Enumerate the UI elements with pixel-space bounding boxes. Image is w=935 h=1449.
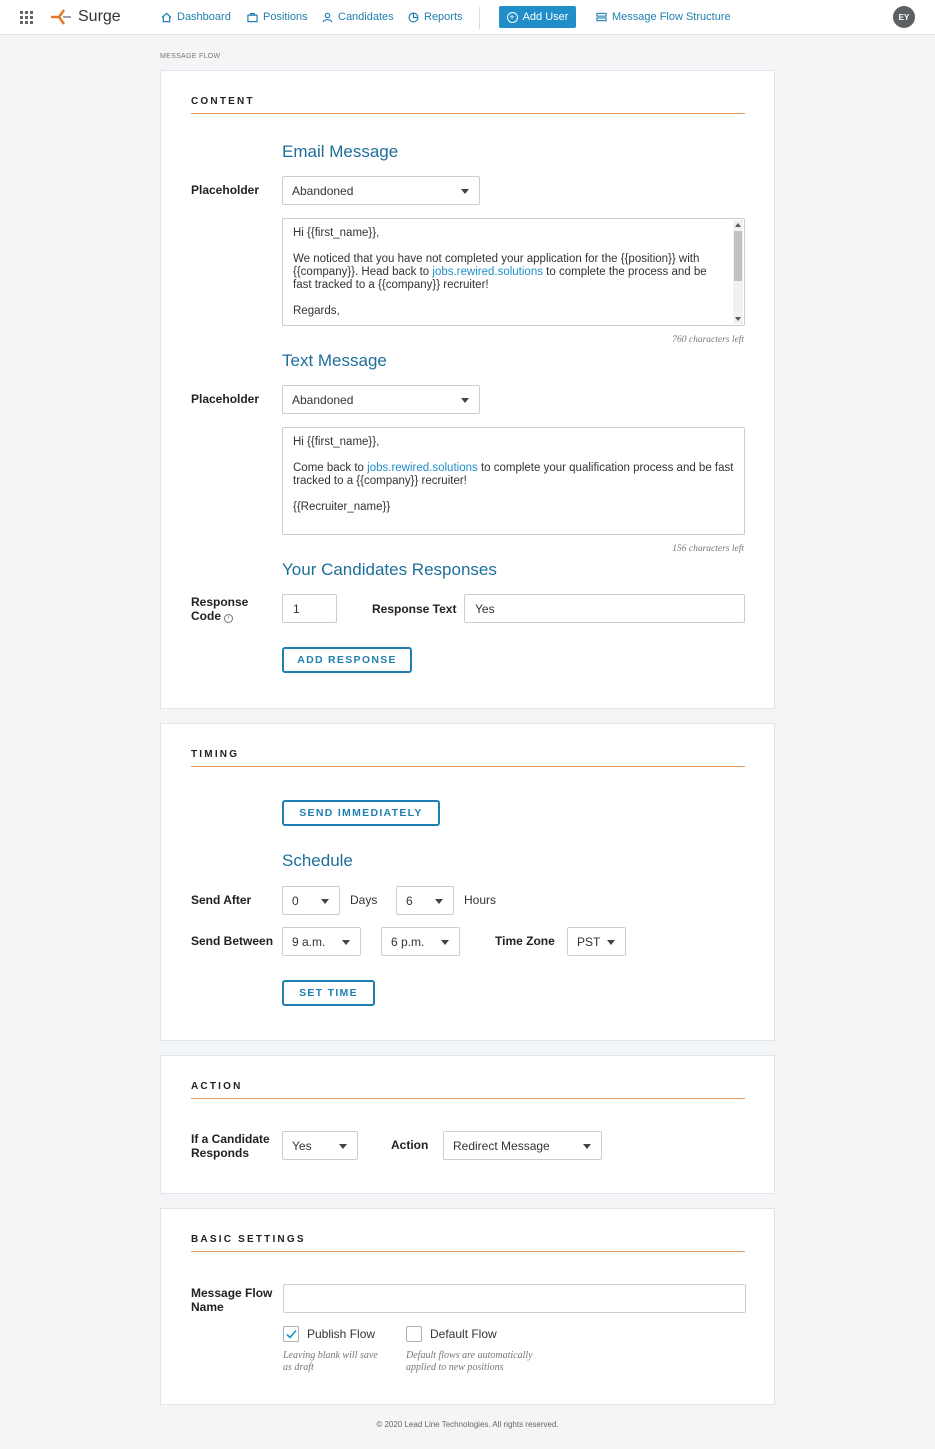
- nav-candidates-label: Candidates: [338, 11, 394, 23]
- time-zone-select[interactable]: [567, 927, 626, 956]
- top-navigation: [0, 0, 935, 35]
- info-icon[interactable]: i: [224, 614, 233, 623]
- email-placeholder-label: Placeholder: [191, 183, 260, 197]
- chevron-down-icon: [461, 398, 469, 403]
- text-placeholder-label: Placeholder: [191, 392, 260, 406]
- nav-positions-label: Positions: [263, 11, 308, 23]
- nav-reports[interactable]: [408, 11, 463, 23]
- set-time-button[interactable]: SET TIME: [282, 980, 375, 1006]
- action-value: Redirect Message: [453, 1138, 550, 1153]
- chevron-down-icon: [583, 1144, 591, 1149]
- end-time-value: 6 p.m.: [391, 934, 425, 949]
- response-text-input[interactable]: Yes: [464, 594, 745, 623]
- nav-divider: [479, 7, 480, 29]
- checkmark-icon: [285, 1328, 298, 1341]
- if-responds-value: Yes: [292, 1138, 312, 1153]
- start-time-select[interactable]: [282, 927, 361, 956]
- action-label: Action: [391, 1138, 429, 1152]
- scrollbar-thumb[interactable]: [734, 231, 742, 281]
- end-time-select[interactable]: [381, 927, 460, 956]
- publish-flow-hint: Leaving blank will save as draft: [283, 1350, 378, 1373]
- message-flow-name-label-line1: Message Flow: [191, 1286, 273, 1300]
- scroll-down-arrow-icon[interactable]: [735, 317, 741, 321]
- text-message-heading: Text Message: [282, 351, 387, 370]
- basic-settings-section-title: BASIC SETTINGS: [191, 1234, 306, 1245]
- chevron-down-icon: [441, 940, 449, 945]
- nav-candidates[interactable]: [322, 11, 394, 23]
- content-card: [160, 70, 775, 709]
- response-code-label-text: Code: [191, 609, 221, 623]
- avatar[interactable]: EY: [893, 6, 915, 28]
- response-code-label-line1: Response: [191, 595, 249, 609]
- send-immediately-button[interactable]: SEND IMMEDIATELY: [282, 800, 440, 826]
- default-flow-label[interactable]: Default Flow: [430, 1327, 497, 1341]
- hours-value: 6: [406, 893, 413, 908]
- email-scrollbar[interactable]: [733, 220, 743, 324]
- if-responds-select[interactable]: [282, 1131, 358, 1160]
- text-greeting: Hi {{first_name}},: [293, 436, 380, 448]
- text-chars-left: 156 characters left: [672, 544, 744, 554]
- email-closing: Regards,: [293, 305, 340, 317]
- message-flow-name-label: [191, 1286, 272, 1314]
- content-section-rule: [191, 113, 745, 114]
- layers-icon: [596, 12, 607, 23]
- response-text-label: Response Text: [372, 602, 457, 616]
- if-candidate-responds-label-line1: If a Candidate: [191, 1132, 270, 1146]
- app-grid-icon[interactable]: [20, 11, 33, 24]
- chevron-down-icon: [321, 899, 329, 904]
- action-section-title: ACTION: [191, 1081, 243, 1092]
- nav-dashboard-label: Dashboard: [177, 11, 231, 23]
- basic-settings-section-rule: [191, 1251, 745, 1252]
- basic-settings-card: [160, 1208, 775, 1405]
- email-placeholder-value: Abandoned: [292, 183, 354, 198]
- email-placeholder-select[interactable]: [282, 176, 480, 205]
- nav-reports-label: Reports: [424, 11, 463, 23]
- text-placeholder-select[interactable]: [282, 385, 480, 414]
- email-message-heading: Email Message: [282, 142, 399, 161]
- plus-circle-icon: +: [507, 12, 518, 23]
- timing-section-title: TIMING: [191, 749, 240, 760]
- start-time-value: 9 a.m.: [292, 934, 326, 949]
- timing-section-rule: [191, 766, 745, 767]
- text-body-text-2: to complete your qualification process and be fast tracked to a {{company}} recruiter!: [293, 462, 734, 487]
- text-body-text-1: Come back to: [293, 462, 368, 474]
- chevron-down-icon: [435, 899, 443, 904]
- response-code-input[interactable]: 1: [282, 594, 337, 623]
- publish-flow-label[interactable]: Publish Flow: [307, 1327, 376, 1341]
- text-message-textarea[interactable]: [282, 427, 745, 535]
- chevron-down-icon: [461, 189, 469, 194]
- default-flow-hint: Default flows are automatically applied to new positions: [406, 1350, 533, 1373]
- action-section-rule: [191, 1098, 745, 1099]
- email-link[interactable]: jobs.rewired.solutions: [432, 266, 543, 278]
- surge-logo-icon: [49, 7, 73, 27]
- text-placeholder-value: Abandoned: [292, 392, 354, 407]
- briefcase-icon: [247, 12, 258, 23]
- response-code-label-line2: [191, 609, 248, 623]
- time-zone-label: Time Zone: [495, 934, 555, 948]
- candidate-responses-heading: Your Candidates Responses: [282, 560, 497, 579]
- nav-positions[interactable]: [247, 11, 308, 23]
- publish-flow-checkbox[interactable]: [283, 1326, 299, 1342]
- default-flow-checkbox[interactable]: [406, 1326, 422, 1342]
- hours-label: Hours: [464, 893, 497, 907]
- schedule-heading: Schedule: [282, 851, 353, 870]
- email-message-textarea[interactable]: [282, 218, 745, 326]
- action-select[interactable]: [443, 1131, 602, 1160]
- days-select[interactable]: [282, 886, 340, 915]
- chevron-down-icon: [339, 1144, 347, 1149]
- add-user-button[interactable]: [499, 6, 576, 28]
- add-response-button[interactable]: ADD RESPONSE: [282, 647, 412, 673]
- days-label: Days: [350, 893, 378, 907]
- chevron-down-icon: [607, 940, 615, 945]
- email-chars-left: 760 characters left: [672, 335, 744, 345]
- email-body-text-1: We noticed that you have not completed your application for the {{position}} with {{company}}. Head back to: [293, 253, 700, 278]
- nav-dashboard[interactable]: [161, 11, 231, 23]
- home-icon: [161, 12, 172, 23]
- scroll-up-arrow-icon[interactable]: [735, 223, 741, 227]
- email-body-text-2: to complete the process and be fast tracked to a {{company}} recruiter!: [293, 266, 707, 291]
- email-greeting: Hi {{first_name}},: [293, 227, 380, 239]
- message-flow-structure-link[interactable]: [596, 11, 731, 23]
- pie-chart-icon: [408, 12, 419, 23]
- time-zone-value: PST: [577, 934, 601, 949]
- response-code-label: [191, 595, 248, 623]
- text-body: [293, 462, 734, 488]
- if-candidate-responds-label-line2: Responds: [191, 1146, 250, 1160]
- text-signature: {{Recruiter_name}}: [293, 501, 391, 513]
- footer-copyright: © 2020 Lead Line Technologies. All rights reserved.: [376, 1420, 559, 1429]
- message-flow-name-label-line2: Name: [191, 1300, 224, 1314]
- action-card: [160, 1055, 775, 1194]
- if-candidate-responds-label: [191, 1132, 270, 1160]
- brand-name[interactable]: Surge: [78, 8, 121, 25]
- email-body: [293, 253, 734, 292]
- message-flow-name-input[interactable]: [283, 1284, 746, 1313]
- message-flow-structure-label: Message Flow Structure: [612, 11, 731, 23]
- timing-card: [160, 723, 775, 1041]
- hours-select[interactable]: [396, 886, 454, 915]
- days-value: 0: [292, 893, 299, 908]
- send-after-label: Send After: [191, 893, 252, 907]
- text-link[interactable]: jobs.rewired.solutions: [367, 462, 478, 474]
- breadcrumb: MESSAGE FLOW: [160, 53, 221, 60]
- content-section-title: CONTENT: [191, 96, 255, 107]
- user-icon: [322, 12, 333, 23]
- send-between-label: Send Between: [191, 934, 274, 948]
- chevron-down-icon: [342, 940, 350, 945]
- add-user-label: Add User: [522, 11, 569, 23]
